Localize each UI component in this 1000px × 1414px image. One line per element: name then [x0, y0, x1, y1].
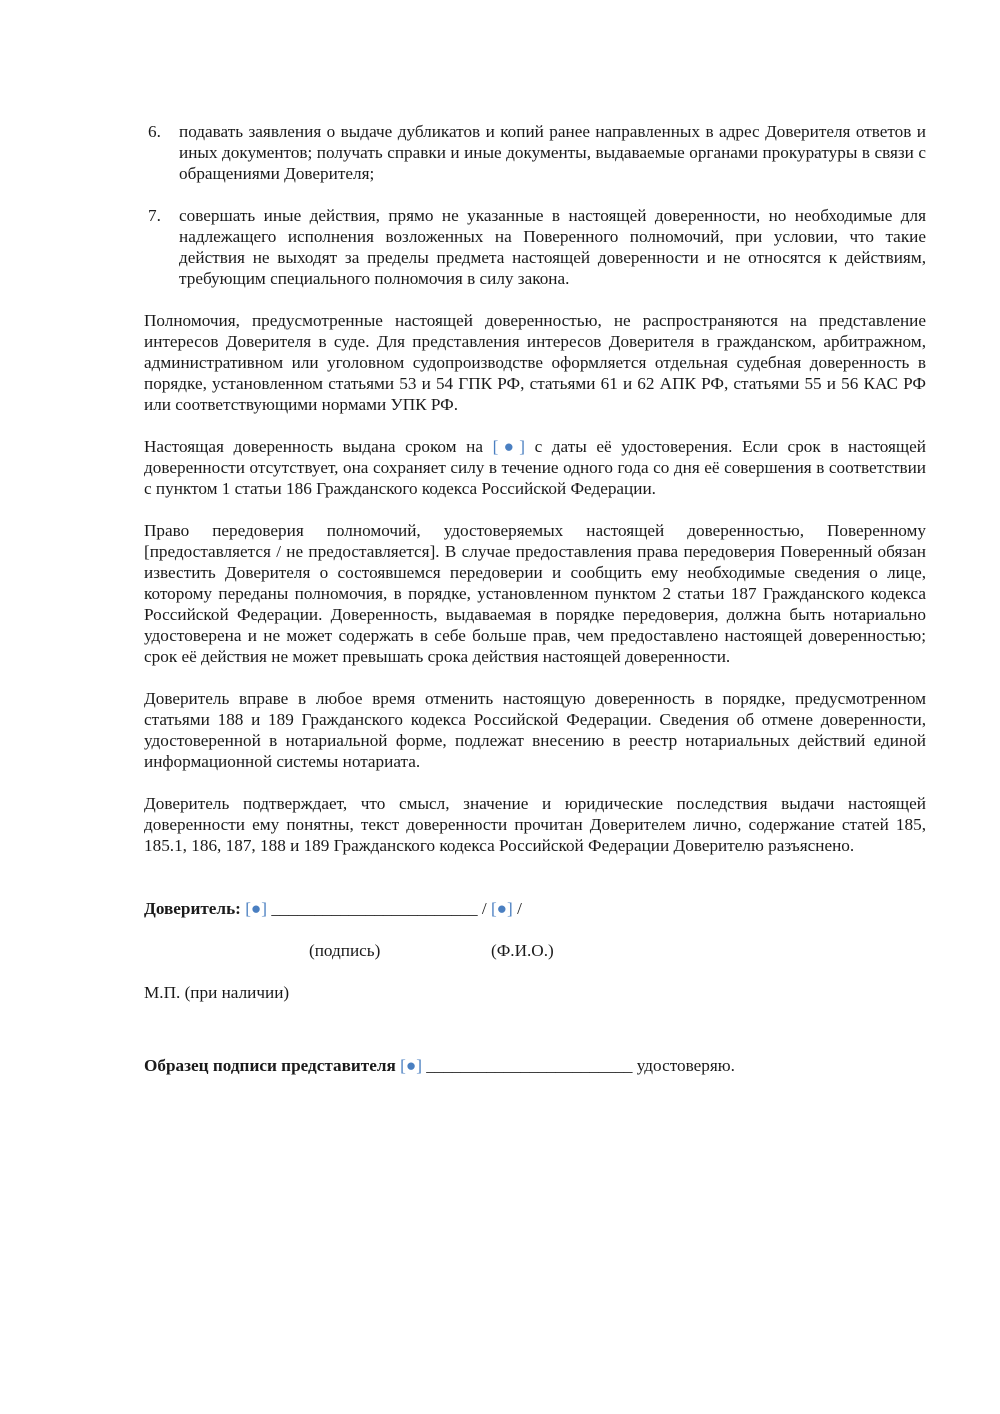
document-page	[144, 121, 926, 1076]
paragraph-confirmation: Доверитель подтверждает, что смысл, значение и юридические последствия выдачи настоящей доверенности ему понятны, текст доверенности прочитан Доверителем лично, содержание статей 185, 185.1, 186, 187, 188 и 189 Гражданского кодекса Российской Федерации Доверителю разъяснено.	[144, 794, 926, 855]
validity-term-placeholder: [●]	[492, 437, 525, 456]
principal-placeholder: [●]	[245, 899, 268, 918]
representative-sample-line	[144, 1055, 926, 1076]
signature-captions	[144, 940, 926, 961]
sample-blank: ________________________	[426, 1056, 633, 1075]
list-item-number: 6.	[148, 122, 161, 141]
list-item-text: совершать иные действия, прямо не указанные в настоящей доверенности, но необходимые для надлежащего исполнения возложенных на Поверенного полномочий, при условии, что такие действия не выходят за пределы предмета настоящей доверенности и не относятся к действиям, требующим специального полномочия в силу закона.	[179, 206, 926, 288]
list-item-text: подавать заявления о выдаче дубликатов и копий ранее направленных в адрес Доверителя ответов и иных документов; получать справки и иные документы, выдаваемые органами прокуратуры в связи с обращениями Доверителя;	[179, 122, 926, 183]
seal-note: М.П. (при наличии)	[144, 983, 290, 1002]
principal-signature-line	[144, 898, 926, 919]
caption-signature: (подпись)	[309, 941, 381, 960]
validity-text-after: с даты её удостоверения. Если срок в настоящей доверенности отсутствует, она сохраняет силу в течение одного года со дня её совершения в соответствии с пунктом 1 статьи 186 Гражданского кодекса Российской Федерации.	[144, 437, 926, 498]
signature-trailing-slash: /	[517, 899, 522, 918]
principal-label: Доверитель:	[144, 899, 241, 918]
caption-fio: (Ф.И.О.)	[491, 941, 554, 960]
sample-placeholder: [●]	[400, 1056, 422, 1075]
signature-block	[144, 898, 926, 1076]
paragraph-revocation: Доверитель вправе в любое время отменить настоящую доверенность в порядке, предусмотренном статьями 188 и 189 Гражданского кодекса Российской Федерации. Сведения об отмене доверенности, удостоверенной в нотариальной форме, подлежат внесению в реестр нотариальных действий единой информационной системы нотариата.	[144, 689, 926, 771]
paragraph-validity-term	[144, 436, 926, 499]
validity-text-before: Настоящая доверенность выдана сроком на	[144, 437, 493, 456]
signature-separator: /	[481, 899, 487, 918]
sample-suffix: удостоверяю.	[636, 1056, 735, 1075]
signature-blank: ________________________	[271, 899, 478, 918]
fio-placeholder: [●]	[490, 899, 513, 918]
list-item	[144, 205, 926, 289]
list-item-number: 7.	[148, 206, 161, 225]
list-item	[144, 121, 926, 184]
paragraph-redelegation: Право передоверия полномочий, удостоверяемых настоящей доверенностью, Поверенному [предоставляется / не предоставляется]. В случае предоставления права передоверия Поверенный обязан известить Доверителя о состоявшемся передоверии и сообщить ему необходимые сведения о лице, которому переданы полномочия, в порядке, установленном пунктом 2 статьи 187 Гражданского кодекса Российской Федерации. Доверенность, выдаваемая в порядке передоверия, должна быть нотариально удостоверена и не может содержать в себе больше прав, чем предоставлено настоящей доверенностью; срок её действия не может превышать срока действия настоящей доверенности.	[144, 521, 926, 666]
sample-label: Образец подписи представителя	[144, 1056, 396, 1075]
paragraph-court-representation: Полномочия, предусмотренные настоящей доверенностью, не распространяются на представление интересов Доверителя в суде. Для представления интересов Доверителя в гражданском, арбитражном, административном или уголовном судопроизводстве оформляется отдельная судебная доверенность в порядке, установленном статьями 53 и 54 ГПК РФ, статьями 61 и 62 АПК РФ, статьями 55 и 56 КАС РФ или соответствующими нормами УПК РФ.	[144, 311, 926, 414]
